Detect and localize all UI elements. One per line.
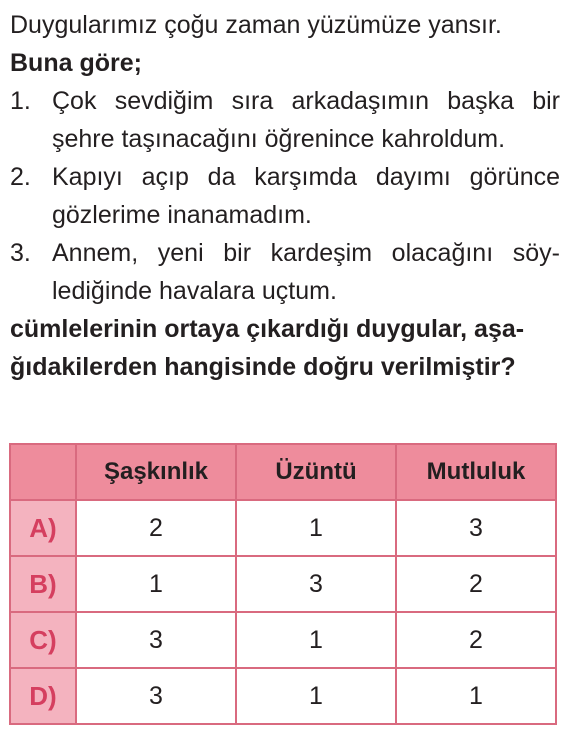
table-cell: 3: [76, 612, 236, 668]
statement-text: Annem, yeni bir kardeşim olacağını söy-: [52, 239, 560, 267]
option-row-d[interactable]: [10, 668, 556, 724]
statement-number: 2.: [10, 163, 31, 191]
statement-text: lediğinde havalara uçtum.: [52, 277, 337, 305]
header-mutluluk: Mutluluk: [396, 444, 556, 500]
table-cell: 1: [236, 668, 396, 724]
header-corner: [10, 444, 76, 500]
table-cell: 2: [396, 556, 556, 612]
option-row-b[interactable]: [10, 556, 556, 612]
table-cell: 3: [76, 668, 236, 724]
answer-table: [9, 443, 557, 725]
option-row-c[interactable]: [10, 612, 556, 668]
option-label[interactable]: D): [10, 668, 76, 724]
table-cell: 3: [396, 500, 556, 556]
statement-3: [10, 234, 560, 310]
option-label[interactable]: B): [10, 556, 76, 612]
statement-text: Çok sevdiğim sıra arkadaşımın başka bir: [52, 87, 560, 115]
question-intro: Duygularımız çoğu zaman yüzümüze yansır.: [10, 11, 502, 39]
option-label[interactable]: C): [10, 612, 76, 668]
question-block: [10, 6, 560, 386]
statement-text: gözlerime inanamadım.: [52, 201, 312, 229]
table-header-row: [10, 444, 556, 500]
header-saskinlik: Şaşkınlık: [76, 444, 236, 500]
table-cell: 2: [396, 612, 556, 668]
statement-2: [10, 158, 560, 234]
option-label[interactable]: A): [10, 500, 76, 556]
question-lead: Buna göre;: [10, 49, 142, 77]
statement-number: 1.: [10, 87, 31, 115]
statement-text: şehre taşınacağını öğrenince kahroldum.: [52, 125, 506, 153]
table-cell: 1: [236, 612, 396, 668]
table-cell: 1: [396, 668, 556, 724]
header-uzuntu: Üzüntü: [236, 444, 396, 500]
question-stem: ğıdakilerden hangisinde doğru verilmiştir?: [10, 353, 516, 381]
table-cell: 3: [236, 556, 396, 612]
question-stem: cümlelerinin ortaya çıkardığı duygular, aşa-: [10, 315, 525, 343]
table-cell: 1: [76, 556, 236, 612]
table-cell: 1: [236, 500, 396, 556]
table-cell: 2: [76, 500, 236, 556]
statement-number: 3.: [10, 239, 31, 267]
option-row-a[interactable]: [10, 500, 556, 556]
statement-text: Kapıyı açıp da karşımda dayımı görünce: [52, 163, 560, 191]
statement-1: [10, 82, 560, 158]
